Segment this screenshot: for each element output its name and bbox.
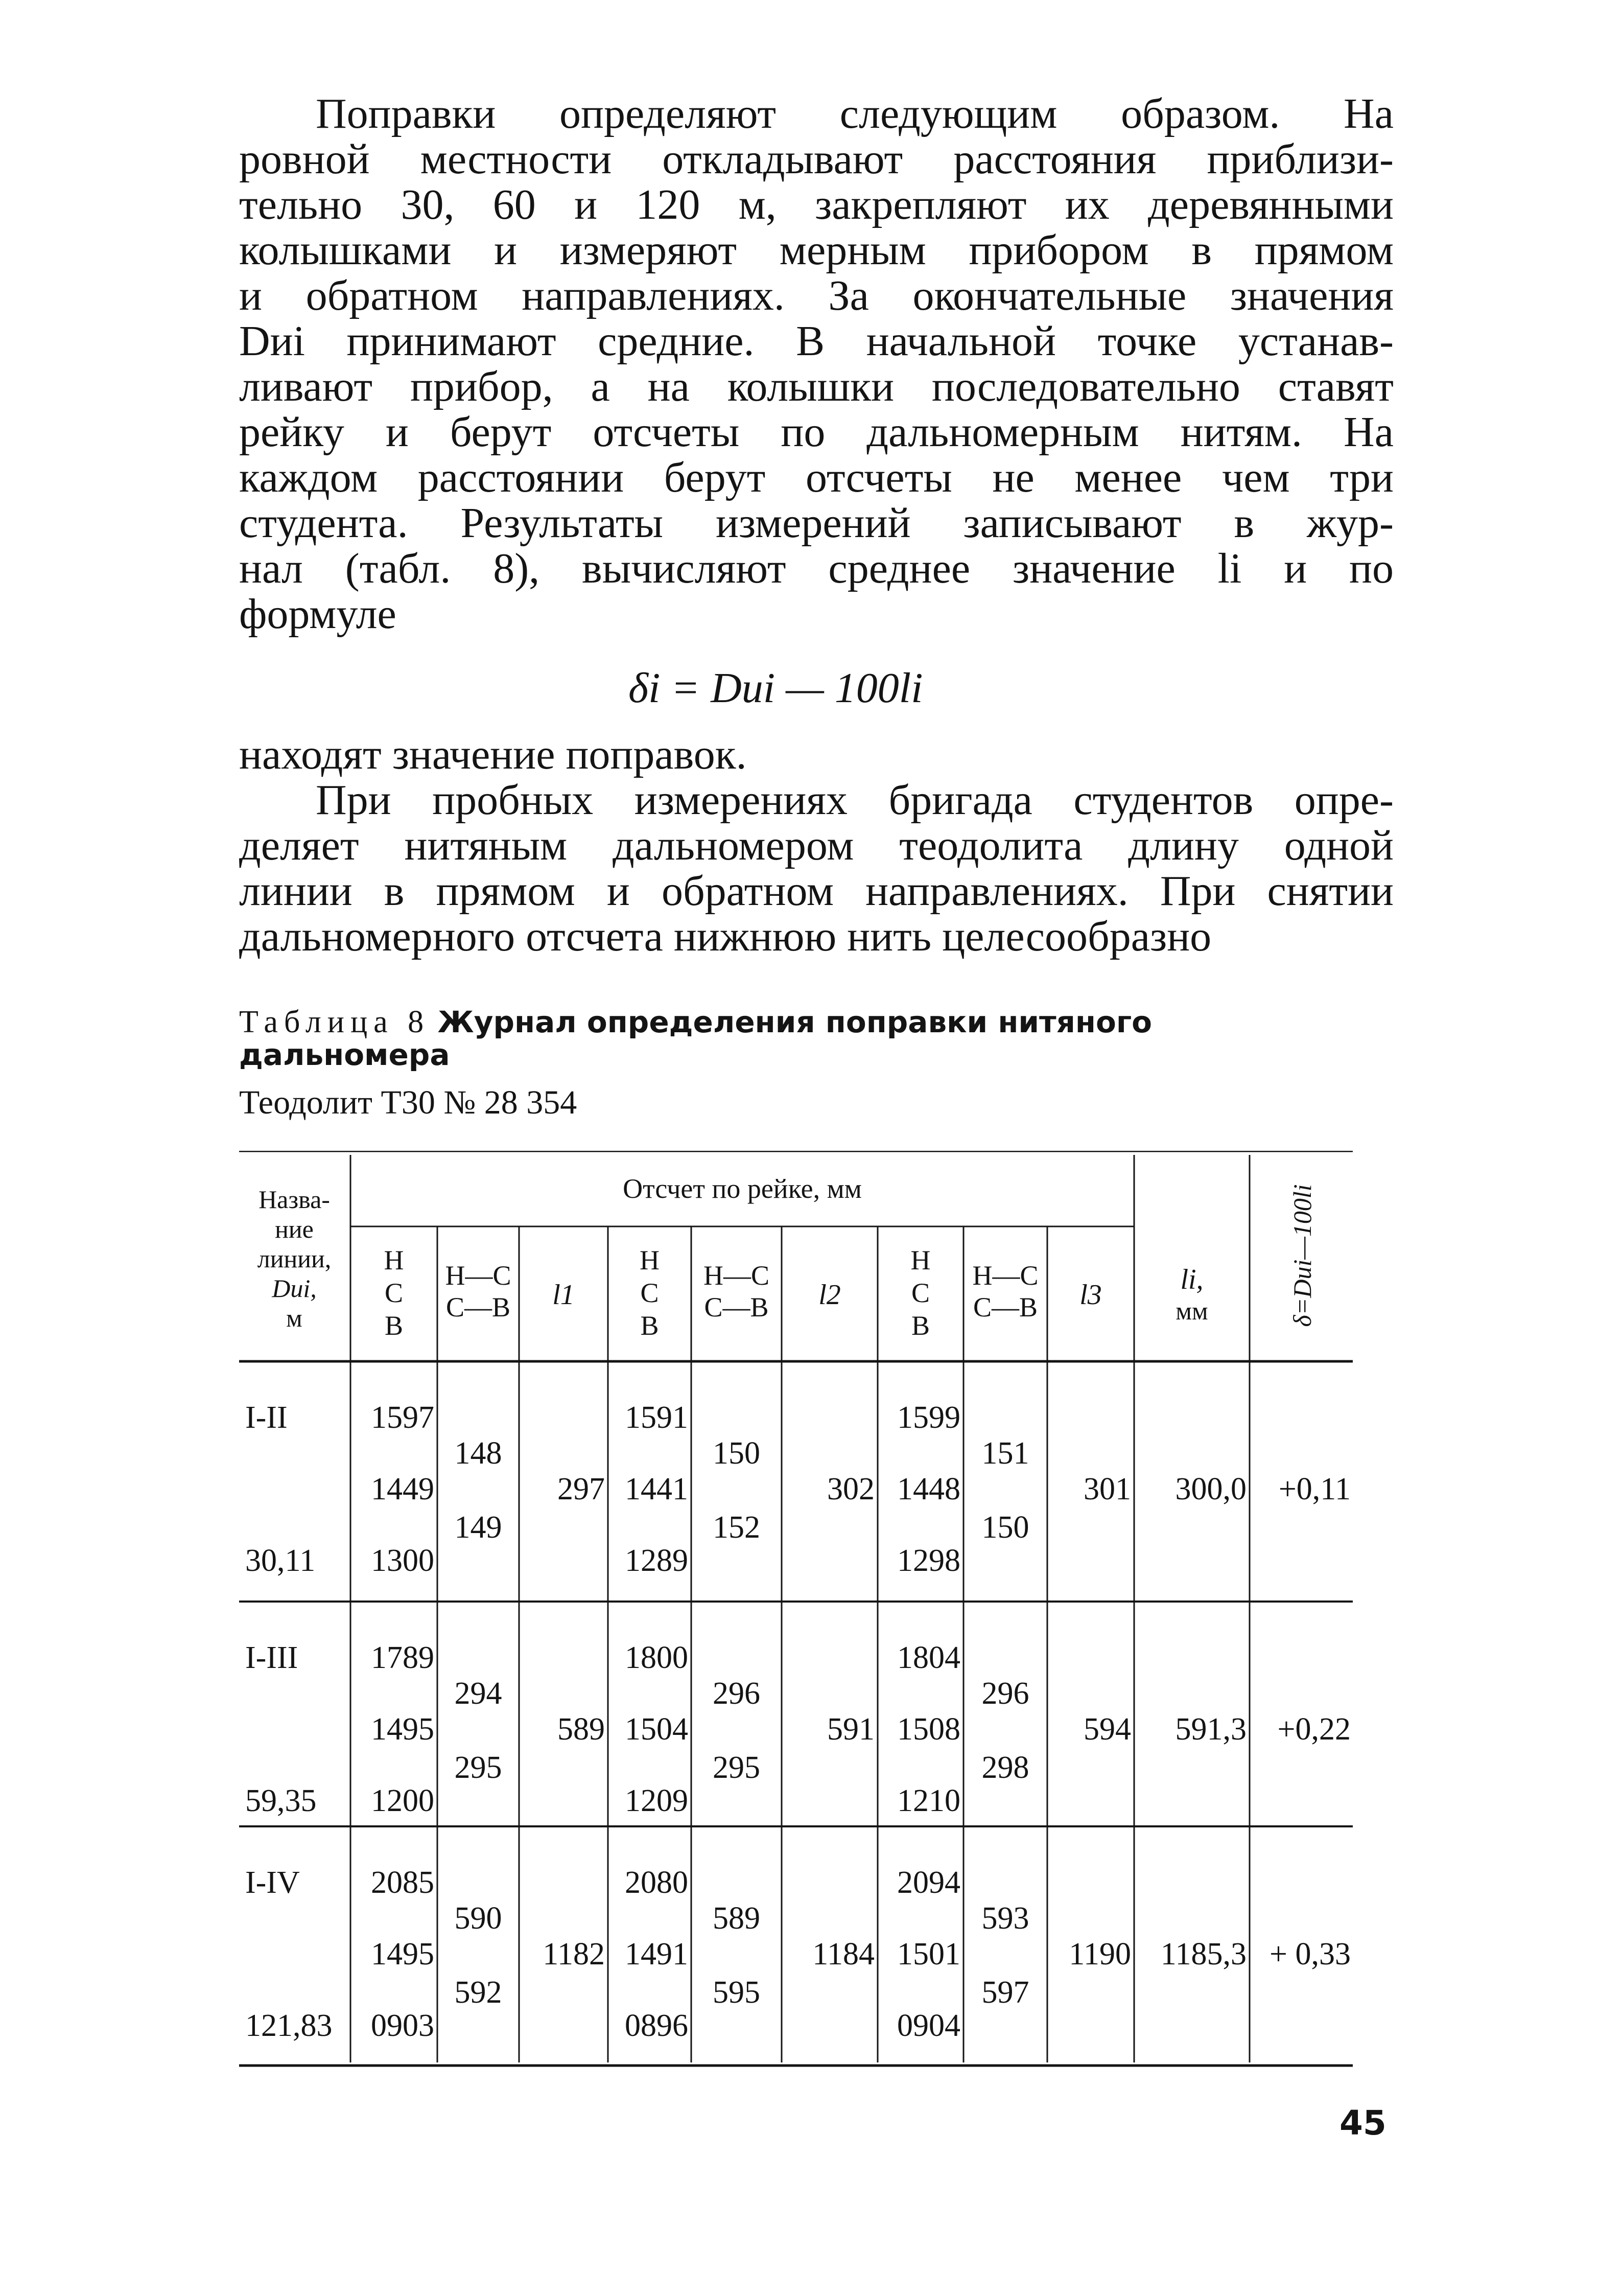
header-l-mean-unit: мм: [1176, 1296, 1208, 1325]
row-distance: 121,83: [245, 2008, 333, 2043]
row-difference: 296: [713, 1676, 760, 1711]
page-number: 45: [1339, 2103, 1386, 2143]
table-title-line2: дальномера: [239, 1037, 450, 1072]
header-l3: l3: [1079, 1279, 1102, 1311]
row-l1: 589: [557, 1712, 605, 1747]
header-nsv: С: [640, 1278, 659, 1308]
row-line-name: I-II: [245, 1400, 288, 1435]
row-correction: +0,22: [1277, 1712, 1351, 1747]
instrument-label: Теодолит Т30 № 28 354: [239, 1084, 577, 1121]
header-nsv: Н: [910, 1245, 931, 1275]
row-reading: 2094: [897, 1865, 960, 1900]
row-reading: 1448: [897, 1472, 960, 1506]
row-reading: 1789: [371, 1640, 434, 1675]
header-line-name: Назва-: [258, 1185, 330, 1214]
paragraph-intro: [239, 91, 1394, 637]
header-nsv: С: [384, 1278, 404, 1308]
row-reading: 2085: [371, 1865, 434, 1900]
table-drawing: [239, 1151, 1389, 2096]
row-difference: 148: [454, 1436, 502, 1471]
row-difference: 593: [981, 1901, 1029, 1936]
row-difference: 298: [981, 1750, 1029, 1785]
row-difference: 149: [454, 1510, 502, 1545]
row-mean: 591,3: [1175, 1712, 1247, 1747]
row-l2: 591: [827, 1712, 875, 1747]
table-title-line1: Журнал определения поправки нитяного: [437, 1005, 1152, 1039]
row-reading: 1491: [625, 1937, 688, 1972]
row-difference: 590: [454, 1901, 502, 1936]
row-difference: 294: [454, 1676, 502, 1711]
header-diff: С—В: [704, 1292, 769, 1323]
row-reading: 1804: [897, 1640, 960, 1675]
header-rod-reading: Отсчет по рейке, мм: [623, 1173, 862, 1204]
row-reading: 2080: [625, 1865, 688, 1900]
text-line: деляет нитяным дальномером теодолита длину одной: [239, 822, 1394, 869]
text-line: тельно 30, 60 и 120 м, закрепляют их деревянными: [239, 181, 1394, 228]
row-distance: 30,11: [245, 1543, 316, 1578]
row-reading: 1289: [625, 1543, 688, 1578]
header-nsv: В: [640, 1310, 659, 1341]
row-difference: 150: [981, 1510, 1029, 1545]
header-nsv: С: [911, 1278, 930, 1308]
row-reading: 1441: [625, 1472, 688, 1506]
row-correction: +0,11: [1278, 1472, 1351, 1506]
header-diff: Н—С: [445, 1260, 511, 1291]
row-reading: 0904: [897, 2008, 960, 2043]
header-diff: Н—С: [972, 1260, 1039, 1291]
text-line: При пробных измерениях бригада студентов опре-: [316, 776, 1394, 824]
row-l2: 302: [827, 1472, 875, 1506]
row-reading: 1200: [371, 1783, 434, 1818]
row-reading: 1800: [625, 1640, 688, 1675]
row-reading: 0903: [371, 2008, 434, 2043]
text-line: колышками и измеряют мерным прибором в прямом: [239, 226, 1394, 274]
text-line: Dиi принимают средние. В начальной точке устанав-: [239, 317, 1394, 365]
row-l3: 594: [1084, 1712, 1131, 1747]
row-difference: 296: [981, 1676, 1029, 1711]
text-line: и обратном направлениях. За окончательные значения: [239, 272, 1394, 319]
text-line: ровной местности откладывают расстояния приблизи-: [239, 135, 1394, 183]
paragraph-trial: [239, 732, 1394, 959]
row-difference: 151: [981, 1436, 1029, 1471]
row-mean: 300,0: [1175, 1472, 1247, 1506]
header-nsv: В: [911, 1310, 930, 1341]
text-line: нал (табл. 8), вычисляют среднее значение li и по: [239, 545, 1394, 592]
header-diff: Н—С: [703, 1260, 770, 1291]
row-line-name: I-III: [245, 1640, 298, 1675]
text-line: дальномерного отсчета нижнюю нить целесообразно: [239, 913, 1212, 960]
row-difference: 295: [454, 1750, 502, 1785]
row-mean: 1185,3: [1160, 1937, 1247, 1972]
header-l-mean: li,: [1180, 1264, 1204, 1295]
row-reading: 1504: [625, 1712, 688, 1747]
header-l2: l2: [818, 1279, 841, 1311]
text-line: каждом расстоянии берут отсчеты не менее чем три: [239, 454, 1394, 501]
header-diff: С—В: [445, 1292, 511, 1323]
row-correction: + 0,33: [1270, 1937, 1351, 1972]
row-reading: 1300: [371, 1543, 434, 1578]
data-table: [239, 1151, 1389, 2099]
row-distance: 59,35: [245, 1783, 317, 1818]
header-nsv: Н: [384, 1245, 404, 1275]
table-label: Таблица 8: [239, 1005, 430, 1039]
row-l2: 1184: [812, 1937, 875, 1972]
row-difference: 152: [713, 1510, 760, 1545]
row-l3: 1190: [1069, 1937, 1131, 1972]
text-line: ливают прибор, а на колышки последовательно ставят: [239, 363, 1394, 410]
row-reading: 1210: [897, 1783, 960, 1818]
row-difference: 597: [981, 1975, 1029, 2010]
text-line: студента. Результаты измерений записывают в жур-: [239, 499, 1394, 547]
header-l1: l1: [552, 1279, 575, 1311]
header-correction: δ=Dиi—100li: [1288, 1184, 1317, 1327]
row-line-name: I-IV: [245, 1865, 300, 1900]
row-difference: 150: [713, 1436, 760, 1471]
row-reading: 1495: [371, 1937, 434, 1972]
text-line: Поправки определяют следующим образом. На: [316, 90, 1394, 137]
formula: δi = Dиi — 100li: [628, 664, 923, 712]
row-difference: 589: [713, 1901, 760, 1936]
row-reading: 0896: [625, 2008, 688, 2043]
table-caption: [239, 1006, 1394, 1071]
header-nsv: В: [384, 1310, 404, 1341]
row-reading: 1597: [371, 1400, 434, 1435]
row-l1: 297: [557, 1472, 605, 1506]
row-l3: 301: [1084, 1472, 1131, 1506]
row-difference: 592: [454, 1975, 502, 2010]
header-line-name: Dиi,: [272, 1274, 317, 1303]
row-difference: 595: [713, 1975, 760, 2010]
text-line: линии в прямом и обратном направлениях. При снятии: [239, 867, 1394, 915]
text-line: находят значение поправок.: [239, 731, 747, 778]
row-reading: 1599: [897, 1400, 960, 1435]
row-difference: 295: [713, 1750, 760, 1785]
row-reading: 1508: [897, 1712, 960, 1747]
text-line: рейку и берут отсчеты по дальномерным нитям. На: [239, 408, 1394, 456]
row-l1: 1182: [543, 1937, 605, 1972]
row-reading: 1209: [625, 1783, 688, 1818]
header-nsv: Н: [640, 1245, 660, 1275]
row-reading: 1449: [371, 1472, 434, 1506]
row-reading: 1501: [897, 1937, 960, 1972]
row-reading: 1591: [625, 1400, 688, 1435]
header-line-name: ние: [275, 1215, 314, 1243]
text-line: формуле: [239, 590, 396, 638]
header-diff: С—В: [973, 1292, 1038, 1323]
row-reading: 1495: [371, 1712, 434, 1747]
header-line-name: м: [286, 1304, 302, 1332]
row-reading: 1298: [897, 1543, 960, 1578]
header-line-name: линии,: [257, 1244, 332, 1273]
